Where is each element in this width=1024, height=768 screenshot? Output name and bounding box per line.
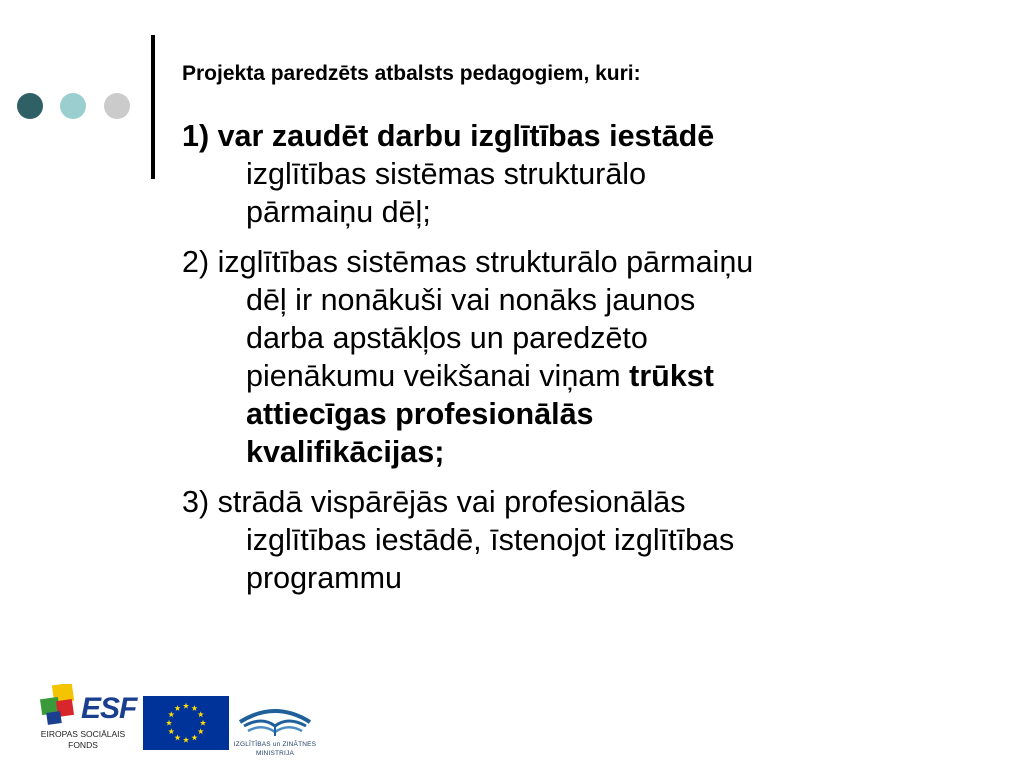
list-item-1 — [182, 117, 982, 231]
eu-star-icon — [174, 735, 180, 741]
esf-mark-icon — [39, 684, 79, 726]
list-item-2-line-1: 2) izglītības sistēmas strukturālo pārmaiņu — [182, 245, 754, 279]
esf-logo-text: ESF — [81, 692, 137, 725]
list-item-3-line-1: 3) strādā vispārējās vai profesionālās — [182, 485, 686, 519]
list-item-2-line-4-bold: trūkst — [629, 359, 714, 393]
list-item-3 — [182, 483, 982, 597]
ministry-caption-line-2: MINISTRIJA — [255, 750, 295, 757]
list-item-2-line-3: darba apstākļos un paredzēto — [246, 321, 648, 355]
esf-caption-line-1: EIROPAS SOCIĀLAIS — [40, 729, 126, 739]
eu-star-icon — [183, 703, 189, 709]
eu-star-icon — [168, 728, 174, 734]
eu-flag-stars — [143, 696, 229, 750]
list-item-2-line-4-text: pienākumu veikšanai viņam — [246, 359, 630, 393]
ministry-logo — [232, 696, 318, 762]
esf-caption-line-2: FONDS — [68, 740, 98, 750]
esf-caption — [36, 729, 130, 751]
eu-star-icon — [200, 720, 206, 726]
eu-flag-icon — [143, 696, 229, 750]
eu-star-icon — [191, 705, 197, 711]
ministry-caption-line-1: IZGLĪTĪBAS un ZINĀTNES — [233, 741, 317, 748]
eu-star-icon — [183, 737, 189, 743]
decorative-dot-dark — [17, 93, 43, 119]
list-item-2-line-2: dēļ ir nonākuši vai nonāks jaunos — [246, 283, 696, 317]
vertical-divider — [151, 35, 155, 179]
slide-title: Projekta paredzēts atbalsts pedagogiem, kuri: — [182, 62, 641, 85]
eu-star-icon — [191, 735, 197, 741]
eu-star-icon — [174, 705, 180, 711]
list-item-1-line-2: izglītības sistēmas strukturālo — [246, 157, 647, 191]
list-item-2-line-5: attiecīgas profesionālās — [246, 397, 594, 431]
eu-star-icon — [166, 720, 172, 726]
list-item-3-line-2: izglītības iestādē, īstenojot izglītības — [246, 523, 735, 557]
decorative-dot-teal — [60, 93, 86, 119]
eu-star-icon — [198, 711, 204, 717]
eu-star-icon — [168, 711, 174, 717]
list-item-2 — [182, 243, 982, 471]
list-item-2-line-4 — [182, 357, 982, 395]
list-item-3-line-3: programmu — [246, 561, 402, 595]
ministry-caption — [232, 740, 318, 758]
eu-star-icon — [198, 728, 204, 734]
list-item-2-line-6: kvalifikācijas; — [246, 435, 445, 469]
list-item-1-line-1: 1) var zaudēt darbu izglītības iestādē — [182, 119, 715, 153]
list-item-1-line-3: pārmaiņu dēļ; — [246, 195, 431, 229]
esf-logo — [36, 684, 136, 760]
decorative-dot-gray — [104, 93, 130, 119]
slide-body — [182, 117, 982, 609]
open-book-icon — [232, 696, 318, 740]
